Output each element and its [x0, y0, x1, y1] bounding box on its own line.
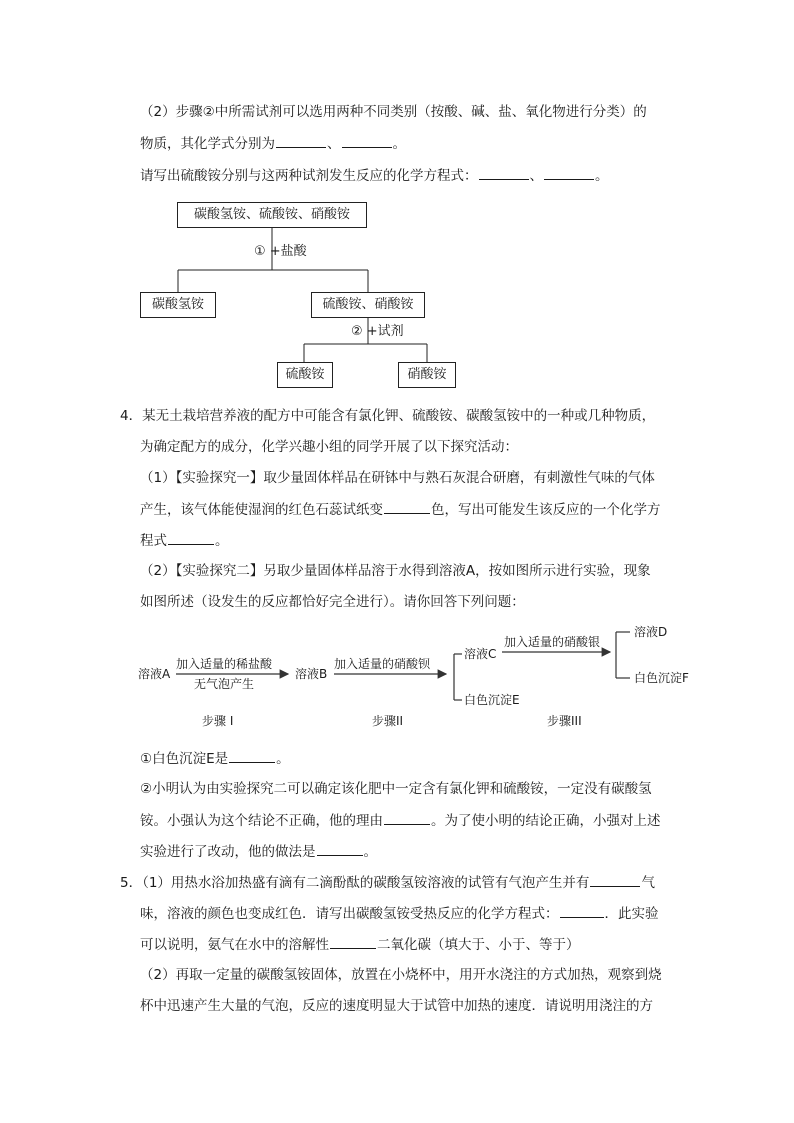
q5-line2 [140, 903, 659, 924]
flow-right2-box: 硝酸铵 [398, 362, 456, 388]
q4-p1-line2-text: 产生，该气体能使湿润的红色石蕊试纸变 [140, 502, 383, 518]
q3-p2-line3 [140, 165, 609, 186]
flow-solution-b: 溶液B [295, 667, 328, 681]
answer-blank[interactable] [384, 499, 430, 514]
answer-blank[interactable] [342, 133, 392, 148]
answer-blank[interactable] [479, 165, 529, 180]
period: 。 [276, 751, 290, 767]
q3-p2-line1: （2）步骤②中所需试剂可以选用两种不同类别（按酸、碱、盐、氧化物进行分类）的 [140, 104, 647, 120]
flow-arrow3-top: 加入适量的硝酸银 [504, 635, 601, 649]
flow-right1-box: 硫酸铵、硝酸铵 [311, 292, 425, 318]
answer-blank[interactable] [560, 903, 604, 918]
flow-left1-box: 碳酸氢铵 [140, 292, 216, 318]
q4-p1-line1: （1）【实验探究一】取少量固体样品在研钵中与熟石灰混合研磨，有刺激性气味的气体 [140, 470, 655, 486]
q5-line3-text: 可以说明，氨气在水中的溶解性 [140, 937, 329, 953]
period: 。 [363, 844, 377, 860]
answer-blank[interactable] [330, 934, 376, 949]
answer-blank[interactable] [544, 165, 594, 180]
flow-left2-box: 硫酸铵 [277, 362, 333, 388]
q5-line1-text: 5．（1）用热水浴加热盛有滴有二滴酚酞的碳酸氢铵溶液的试管有气泡产生并有 [120, 875, 590, 891]
answer-blank[interactable] [317, 841, 363, 856]
q4-sub2-line2 [140, 810, 661, 831]
q4-sub2-line1: ②小明认为由实验探究二可以确定该化肥中一定含有氯化钾和硫酸铵，一定没有碳酸氢 [140, 781, 652, 797]
q5-line1-text2: 气 [641, 875, 655, 891]
flow-step-3: 步骤III [547, 714, 582, 728]
flow-step-1: 步骤 I [202, 714, 234, 728]
q4-p1-line2 [140, 499, 661, 520]
q4-sub2-line3 [140, 841, 377, 862]
q4-p1-line3 [140, 530, 229, 551]
answer-blank[interactable] [384, 810, 430, 825]
period: 。 [215, 533, 229, 549]
separator: 、 [327, 136, 341, 152]
q5-line3-text2: 二氧化碳（填大于、小于、等于） [377, 937, 580, 953]
q4-p1-line3-text: 程式 [140, 533, 167, 549]
flow-arrow1-top: 加入适量的稀盐酸 [176, 657, 273, 671]
q5-p2-line1: （2）再取一定量的碳酸氢铵固体，放置在小烧杯中，用开水浇注的方式加热，观察到烧 [140, 967, 662, 983]
answer-blank[interactable] [168, 530, 214, 545]
flow-step-2: 步骤II [372, 714, 404, 728]
q4-p1-line2-text2: 色，写出可能发生该反应的一个化学方 [431, 502, 661, 518]
answer-blank[interactable] [276, 133, 326, 148]
q5-p2-line2: 杯中迅速产生大量的气泡，反应的速度明显大于试管中加热的速度．请说明用浇注的方 [140, 998, 653, 1014]
q5-line1 [120, 872, 655, 893]
flow-step1-label: ① +盐酸 [254, 244, 307, 259]
q3-p2-line2 [140, 133, 406, 154]
q4-p2-line1: （2）【实验探究二】另取少量固体样品溶于水得到溶液A，按如图所示进行实验，现象 [140, 563, 651, 579]
q3-p2-line3-text: 请写出硫酸铵分别与这两种试剂发生反应的化学方程式： [140, 168, 478, 184]
q4-sub2-line3-text: 实验进行了改动，他的做法是 [140, 844, 316, 860]
flow-precipitate-f: 白色沉淀F [634, 671, 689, 685]
q4-sub1-text: ①白色沉淀E是 [140, 751, 229, 767]
q4-line2: 为确定配方的成分，化学兴趣小组的同学开展了以下探究活动： [140, 439, 518, 455]
q5-line3 [140, 934, 580, 955]
separator: 、 [529, 168, 543, 184]
period: 。 [392, 136, 406, 152]
answer-blank[interactable] [590, 872, 640, 887]
flow-solution-a: 溶液A [138, 667, 171, 681]
q4-sub2-line2-text2: 。为了使小明的结论正确，小强对上述 [431, 813, 661, 829]
flow-precipitate-e: 白色沉淀E [464, 693, 520, 707]
q5-line2-text2: ．此实验 [604, 906, 659, 922]
flow-top-box: 碳酸氢铵、硫酸铵、硝酸铵 [177, 202, 367, 228]
answer-blank[interactable] [229, 748, 275, 763]
q5-line2-text: 味，溶液的颜色也变成红色．请写出碳酸氢铵受热反应的化学方程式： [140, 906, 559, 922]
q4-line1: 4．某无土栽培营养液的配方中可能含有氯化钾、硫酸铵、碳酸氢铵中的一种或几种物质， [120, 408, 656, 424]
q4-p2-line2: 如图所述（设发生的反应都恰好完全进行）。请你回答下列问题： [140, 594, 525, 610]
q4-sub2-line2-text: 铵。小强认为这个结论不正确，他的理由 [140, 813, 383, 829]
flow-arrow2-top: 加入适量的硝酸钡 [334, 657, 431, 671]
q4-sub1 [140, 748, 290, 769]
flow-step2-label: ② +试剂 [351, 324, 404, 339]
flow-arrow1-bottom: 无气泡产生 [194, 677, 255, 691]
period: 。 [595, 168, 609, 184]
q3-p2-line2-text: 物质，其化学式分别为 [140, 136, 275, 152]
flow-solution-c: 溶液C [464, 647, 497, 661]
flow-solution-d: 溶液D [634, 625, 668, 639]
